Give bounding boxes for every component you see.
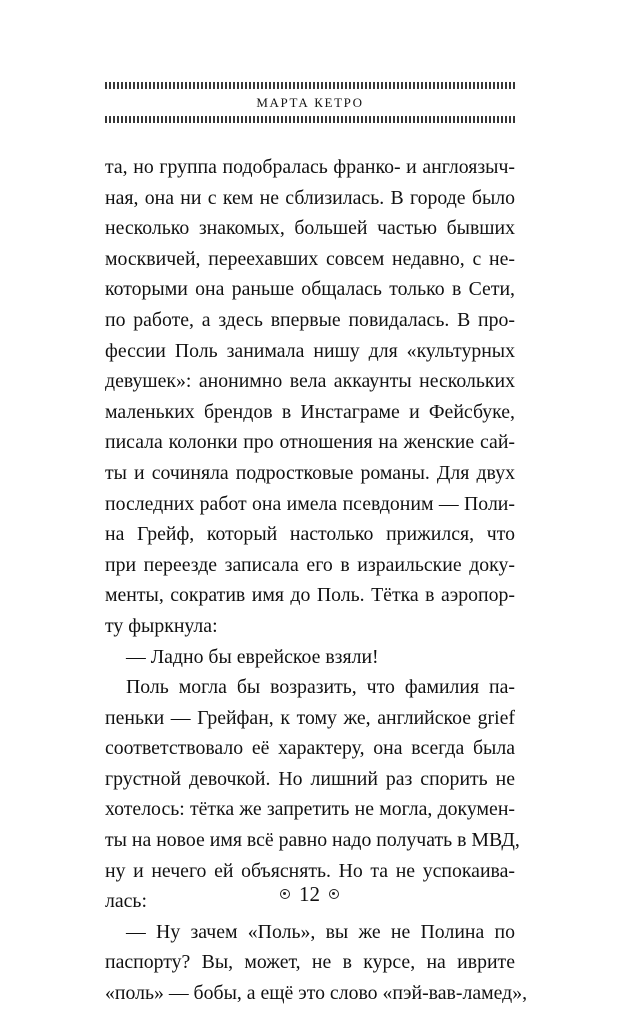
running-head-author: МАРТА КЕТРО: [256, 95, 364, 110]
text-line: по работе, а здесь впервые повидалась. В про-: [105, 308, 515, 331]
page-number: 12: [299, 882, 320, 906]
text-line: москвичей, переехавших совсем недавно, с не-: [105, 247, 515, 270]
text-line: грустной девочкой. Но лишний раз спорить не: [105, 767, 515, 790]
text-line: соответствовало её характеру, она всегда была: [105, 737, 515, 760]
text-line: хотелось: тётка же запретить не могла, докумен-: [105, 798, 515, 821]
text-line: которыми она раньше общалась только в Сети,: [105, 278, 515, 301]
text-line: ну и нечего ей объяснять. Но та не успокаива-: [105, 859, 515, 882]
text-line: та, но группа подобралась франко- и англоязыч-: [105, 156, 515, 178]
text-line: при переезде записала его в израильские доку-: [105, 553, 515, 576]
ornament-left-icon: [280, 889, 290, 899]
text-line: паспорту? Вы, может, не в курсе, на иврите: [105, 951, 515, 974]
paragraph-first-line: Поль могла бы возразить, что фамилия па-: [126, 676, 515, 699]
text-line: девушек»: анонимно вела аккаунты нескольких: [105, 370, 515, 393]
text-line: «поль» — бобы, а ещё это слово «пэй-вав-ламед»,: [105, 982, 528, 1005]
text-line: последних работ она имела псевдоним — Поли-: [105, 492, 515, 515]
page-footer: [0, 880, 619, 908]
text-line: менты, сократив имя до Поль. Тётка в аэропор-: [105, 584, 515, 607]
running-header: [105, 82, 515, 123]
dialogue-line: — Ладно бы еврейское взяли!: [126, 645, 379, 668]
text-line: ная, она ни с кем не сблизилась. В городе было: [105, 186, 515, 209]
dialogue-line: — Ну зачем «Поль», вы же не Полина по: [126, 920, 515, 943]
text-line: ты и сочиняла подростковые романы. Для двух: [105, 461, 515, 484]
text-line: лась:: [105, 890, 147, 913]
text-line: на Грейф, который настолько прижился, что: [105, 523, 515, 546]
text-line: ту фыркнула:: [105, 614, 218, 637]
header-ornament-rule-top: [105, 82, 515, 89]
text-line: ты на новое имя всё равно надо получать в МВД,: [105, 829, 520, 852]
text-line: фессии Поль занимала нишу для «культурных: [105, 339, 515, 362]
text-line: маленьких брендов в Инстаграме и Фейсбуке,: [105, 400, 515, 423]
header-ornament-rule-bottom: [105, 116, 515, 123]
text-line: писала колонки про отношения на женские сай-: [105, 431, 515, 454]
ornament-right-icon: [329, 889, 339, 899]
text-line: пеньки — Грейфан, к тому же, английское grief: [105, 706, 515, 729]
text-line: несколько знакомых, большей частью бывших: [105, 217, 515, 240]
